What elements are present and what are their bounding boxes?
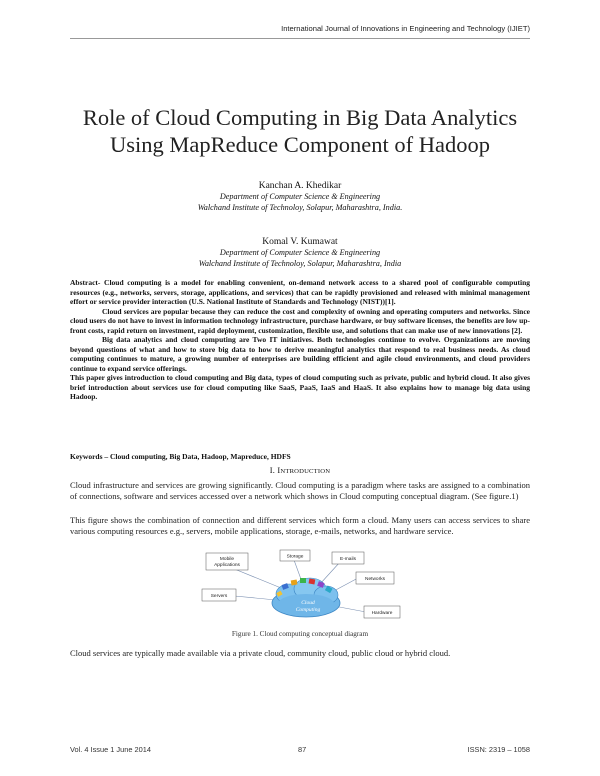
svg-text:Servers: Servers <box>210 594 228 599</box>
mobile-applications-box <box>206 553 248 570</box>
svg-text:Hardware: Hardware <box>371 611 393 616</box>
paper-title <box>40 104 560 158</box>
figure-caption: Figure 1. Cloud computing conceptual diagram <box>231 630 369 638</box>
abstract-paragraph: Big data analytics and cloud computing are Two IT initiatives. Both technologies continue to evolve. Organizations are moving beyond questions of what and how to store big data to how to derive meaningful analytics that respond to real business needs. As cloud computing continues to mature, a growing number of enterprises are building efficient and agile cloud environments, and cloud providers continue to expand service offerings. <box>70 335 530 373</box>
svg-text:Storage: Storage <box>286 554 304 560</box>
footer-volume: Vol. 4 Issue 1 June 2014 <box>70 745 151 754</box>
abstract-paragraph: Cloud services are popular because they can reduce the cost and complexity of owning and operating computers and networks. Since cloud users do not have to invest in information technology infrastructure, purchase hardware, or buy software licenses, the benefits are low up-front costs, rapid return on investment, rapid deployment, customization, flexible use, and solutions that can make use of new innovations [2]. <box>70 306 530 335</box>
footer-issn: ISSN: 2319 – 1058 <box>467 745 530 754</box>
section-title: NTRODUCTION <box>280 468 331 475</box>
svg-text:Networks: Networks <box>365 577 385 582</box>
header-divider <box>70 38 530 39</box>
body-paragraph: This figure shows the combination of connection and different services which form a cloud. Many users can access services to share various computing resources e.g., servers, mobile applications, storage, e-mails, networks, and hardware service. <box>70 515 530 536</box>
cloud-computing-diagram <box>198 548 410 626</box>
body-paragraph: Cloud services are typically made available via a private cloud, community cloud, public cloud or hybrid cloud. <box>70 648 451 658</box>
title-line-2: Using MapReduce Component of Hadoop <box>110 132 490 157</box>
body-paragraph: Cloud infrastructure and services are growing significantly. Cloud computing is a paradigm where tasks are assigned to a combination of connections, software and services accessed over a network which shows in Cloud computing conceptual diagram. (See figure.1) <box>70 480 530 501</box>
abstract <box>70 278 530 402</box>
journal-header: International Journal of Innovations in Engineering and Technology (IJIET) <box>281 24 530 33</box>
abstract-paragraph: This paper gives introduction to cloud computing and Big data, types of cloud computing such as private, public and hybrid cloud. It also gives brief introduction about services use for cloud computing like SaaS, PaaS, IaaS and HaaS. It also explains how to manage big data using Hadoop. <box>70 373 530 401</box>
author-name: Kanchan A. Khedikar <box>258 181 342 191</box>
footer-page-number: 87 <box>298 745 307 754</box>
cloud-label-1: Cloud <box>301 600 315 606</box>
section-number: I. I <box>269 466 281 475</box>
abstract-paragraph: Abstract- Cloud computing is a model for enabling convenient, on-demand network access to a shared pool of configurable computing resources (e.g., networks, servers, storage, applications, and services) that can be rapidly provisioned and released with minimal management effort or service provider interaction (U.S. National Institute of Standards and Technology (NIST))[1]. <box>70 278 530 306</box>
svg-text:Applications: Applications <box>214 563 240 568</box>
svg-text:Mobile: Mobile <box>219 557 235 562</box>
author-department: Department of Computer Science & Engineering <box>219 248 381 257</box>
emails-box <box>332 552 364 564</box>
author-department: Department of Computer Science & Engineering <box>219 192 381 201</box>
hardware-box <box>364 606 400 618</box>
section-heading-introduction <box>0 466 600 475</box>
author-name: Komal V. Kumawat <box>262 237 338 247</box>
author-block-1 <box>0 180 600 213</box>
author-block-2 <box>0 236 600 269</box>
keywords: Keywords – Cloud computing, Big Data, Hadoop, Mapreduce, HDFS <box>70 452 291 461</box>
networks-box <box>356 572 394 584</box>
servers-box <box>202 589 236 601</box>
author-institute: Walchand Institute of Technoloy, Solapur, Maharashtra, India. <box>197 202 403 212</box>
title-line-1: Role of Cloud Computing in Big Data Analytics <box>82 105 518 130</box>
svg-text:E-mails: E-mails <box>340 557 356 562</box>
author-institute: Walchand Institute of Technoloy, Solapur, Maharashtra, India <box>198 258 402 268</box>
cloud-label-2: Computing <box>295 607 321 613</box>
storage-box <box>280 550 310 561</box>
